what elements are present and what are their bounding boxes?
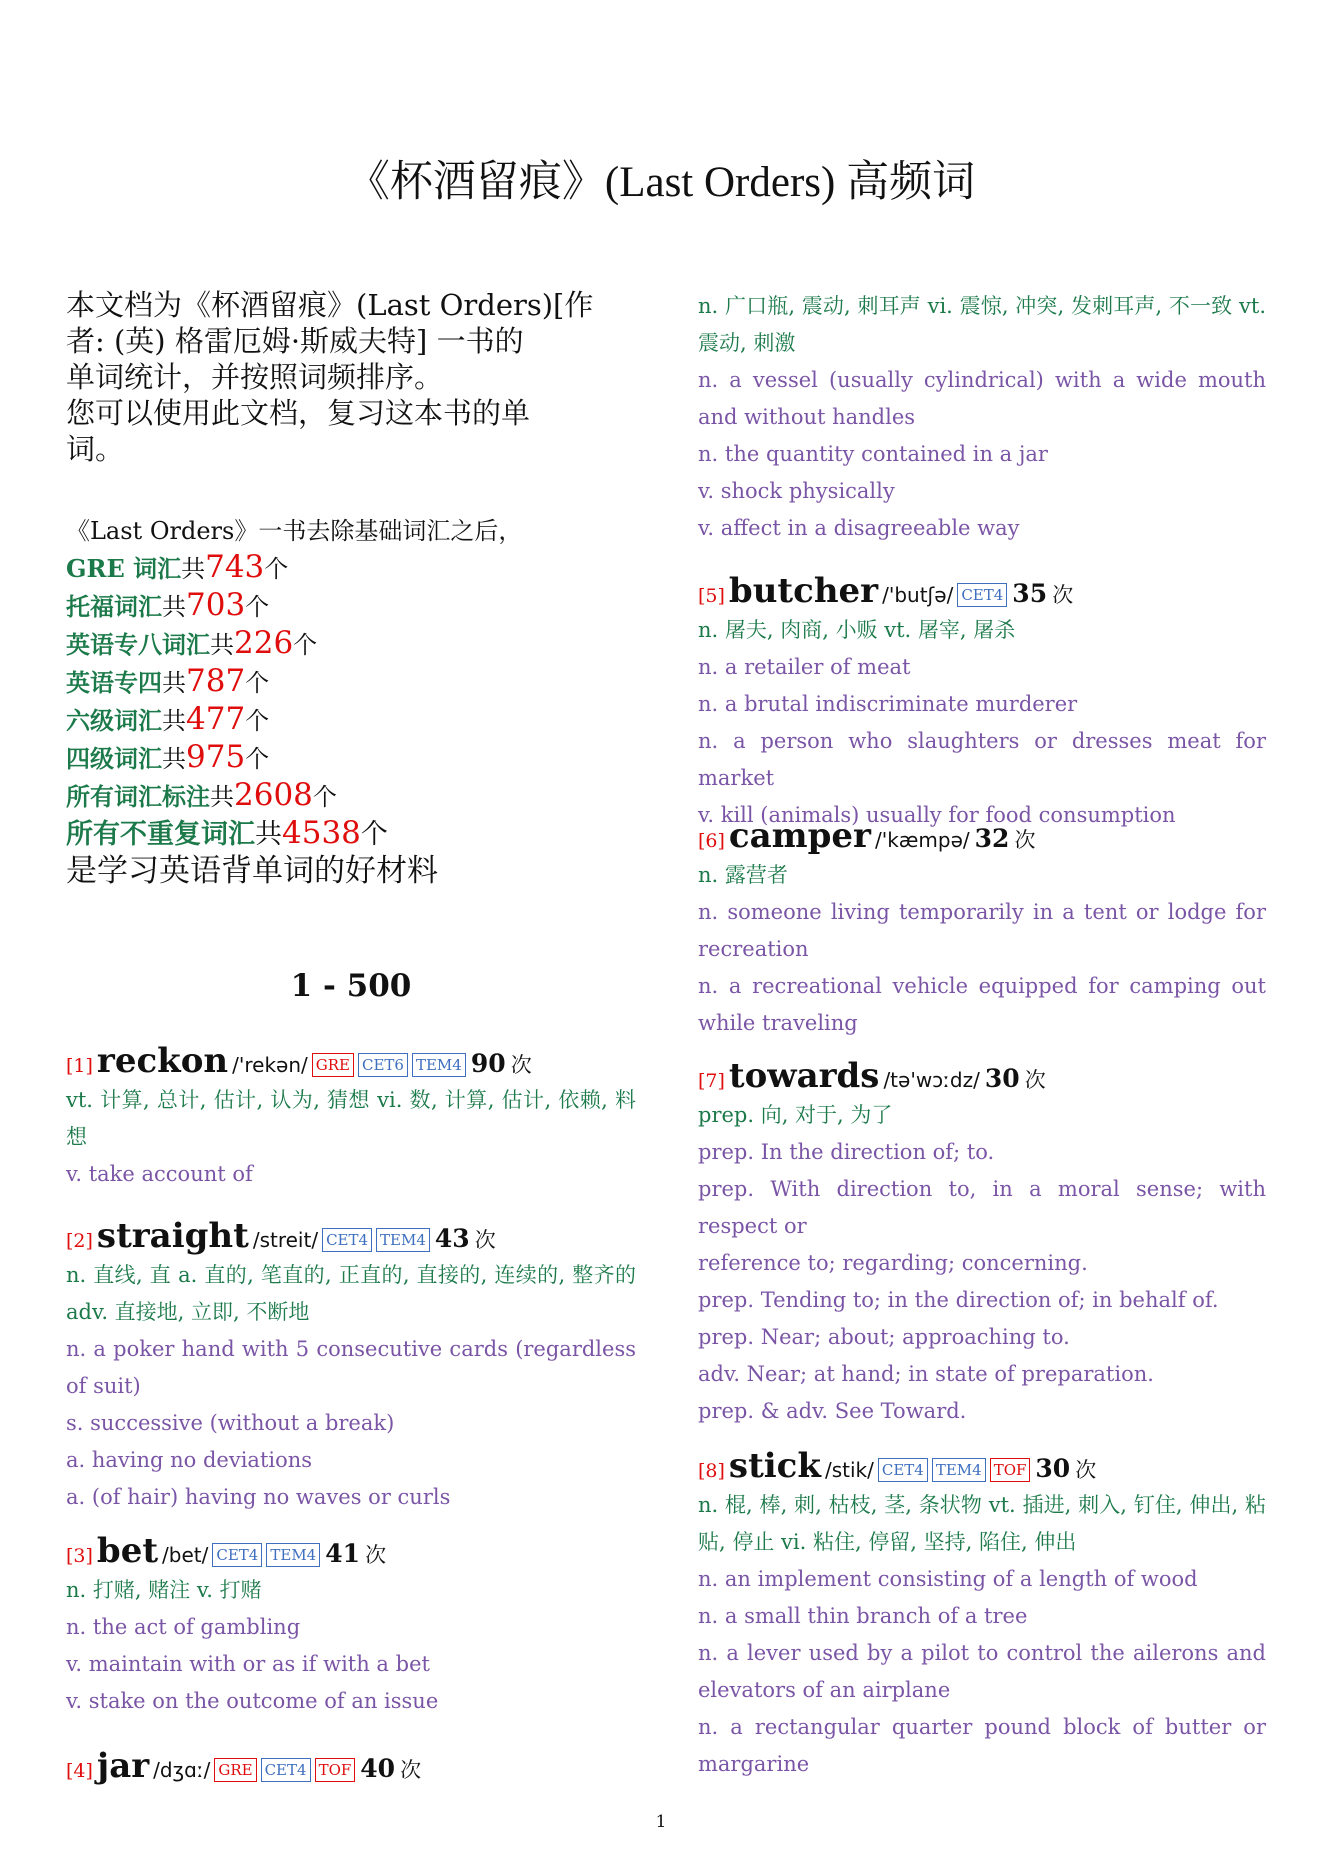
- definition: v. affect in a disagreeable way: [698, 516, 1020, 540]
- intro-paragraph: [66, 287, 636, 467]
- stat-mid: 共: [162, 707, 186, 735]
- stat-count: 703: [186, 587, 246, 623]
- intro-line: 本文档为《杯酒留痕》(Last Orders)[作: [66, 288, 594, 322]
- headword: stick: [728, 1446, 821, 1486]
- definition: n. a small thin branch of a tree: [698, 1604, 1028, 1628]
- definition: n. a lever used by a pilot to control the ailerons and elevators of an airplane: [698, 1641, 1266, 1702]
- definition: n. someone living temporarily in a tent or lodge for recreation: [698, 900, 1266, 961]
- definition: prep. With direction to, in a moral sense; with respect or: [698, 1177, 1266, 1238]
- exam-tag: GRE: [214, 1758, 256, 1782]
- entry-head: [698, 1055, 1266, 1097]
- word-entry-continued: [698, 288, 1266, 547]
- stat-list: [66, 549, 636, 853]
- frequency-suffix: 次: [400, 1758, 422, 1782]
- stat-line: [66, 587, 636, 625]
- phonetic: /streit/: [252, 1228, 319, 1252]
- headword: jar: [96, 1746, 150, 1786]
- stat-mid: 共: [210, 783, 234, 811]
- stat-count: 2608: [234, 777, 313, 813]
- definition: reference to; regarding; concerning.: [698, 1251, 1088, 1275]
- definition: a. having no deviations: [66, 1448, 313, 1472]
- exam-tag: CET6: [358, 1053, 408, 1077]
- intro-line: 单词统计，并按照词频排序。: [66, 360, 444, 394]
- exam-tag: TEM4: [932, 1458, 986, 1482]
- word-entry: [698, 570, 1266, 834]
- headword: straight: [96, 1216, 249, 1256]
- exam-tag: TOF: [315, 1758, 356, 1782]
- headword: camper: [728, 816, 871, 856]
- stat-mid: 共: [162, 745, 186, 773]
- exam-tag: GRE: [312, 1053, 354, 1077]
- entry-index: [2]: [66, 1230, 93, 1252]
- phonetic: /dʒɑː/: [153, 1758, 211, 1782]
- word-entry: [698, 1055, 1266, 1430]
- definition: n. a vessel (usually cylindrical) with a wide mouth and without handles: [698, 368, 1266, 429]
- frequency: 43: [434, 1224, 470, 1253]
- stat-label: 所有词汇标注: [66, 782, 210, 811]
- entry-head: [66, 1040, 636, 1082]
- phonetic: /'kæmpə/: [874, 828, 970, 852]
- entry-index: [7]: [698, 1070, 725, 1092]
- range-heading: 1 - 500: [290, 968, 412, 1004]
- stat-line: [66, 549, 636, 587]
- stat-line: [66, 625, 636, 663]
- intro-line: 您可以使用此文档，复习这本书的单: [66, 396, 531, 430]
- stats-closing: 是学习英语背单词的好材料: [66, 853, 438, 889]
- word-entry: [698, 1445, 1266, 1783]
- exam-tag: TEM4: [376, 1228, 430, 1252]
- stat-unit: 个: [293, 631, 318, 659]
- stat-mid: 共: [181, 555, 206, 583]
- frequency: 90: [470, 1049, 506, 1078]
- stat-line: [66, 663, 636, 701]
- stat-count: 226: [234, 625, 294, 661]
- stat-unit: 个: [245, 593, 270, 621]
- stat-unit: 个: [312, 783, 337, 811]
- definition: v. shock physically: [698, 479, 895, 503]
- stat-unit: 个: [245, 669, 270, 697]
- entry-head: [66, 1215, 636, 1257]
- definition: n. the act of gambling: [66, 1615, 301, 1639]
- stat-mid: 共: [162, 593, 186, 621]
- definition: prep. & adv. See Toward.: [698, 1399, 967, 1423]
- definition: v. take account of: [66, 1162, 253, 1186]
- phonetic: /stik/: [824, 1458, 874, 1482]
- definition: prep. In the direction of; to.: [698, 1140, 995, 1164]
- definition: n. a poker hand with 5 consecutive cards (regardless of suit): [66, 1337, 636, 1398]
- stat-label: 六级词汇: [66, 706, 162, 735]
- stat-line: [66, 815, 636, 853]
- stat-line: [66, 739, 636, 777]
- stat-line: [66, 701, 636, 739]
- stats-intro: 《Last Orders》一书去除基础词汇之后，: [66, 517, 523, 545]
- definition: v. kill (animals) usually for food consumption: [698, 803, 1176, 827]
- exam-tag: TEM4: [266, 1543, 320, 1567]
- entry-head: [66, 1745, 636, 1787]
- stat-mid: 共: [255, 819, 282, 850]
- stat-line: [66, 777, 636, 815]
- frequency: 30: [1035, 1454, 1071, 1483]
- intro-line: 者: (英) 格雷厄姆·斯威夫特] 一书的: [66, 324, 524, 358]
- definition: n. 露营者: [698, 863, 788, 887]
- word-entry: [66, 1745, 636, 1787]
- frequency: 30: [984, 1064, 1020, 1093]
- definition: vt. 计算, 总计, 估计, 认为, 猜想 vi. 数, 计算, 估计, 依赖, 料想: [66, 1088, 636, 1149]
- definition: n. an implement consisting of a length of wood: [698, 1567, 1198, 1591]
- stat-label: 四级词汇: [66, 744, 162, 773]
- headword: towards: [728, 1056, 880, 1096]
- headword: bet: [96, 1531, 159, 1571]
- definition: n. 屠夫, 肉商, 小贩 vt. 屠宰, 屠杀: [698, 618, 1016, 642]
- definition: n. 打赌, 赌注 v. 打赌: [66, 1578, 262, 1602]
- definition: v. maintain with or as if with a bet: [66, 1652, 430, 1676]
- headword: reckon: [96, 1041, 229, 1081]
- document-title: 《杯酒留痕》(Last Orders) 高频词: [346, 159, 976, 206]
- definition: prep. Near; about; approaching to.: [698, 1325, 1070, 1349]
- definition: n. the quantity contained in a jar: [698, 442, 1048, 466]
- definition: n. a brutal indiscriminate murderer: [698, 692, 1078, 716]
- stat-count: 4538: [282, 815, 361, 851]
- frequency-suffix: 次: [365, 1543, 387, 1567]
- definition: n. a rectangular quarter pound block of butter or margarine: [698, 1715, 1266, 1776]
- entry-head: [698, 815, 1266, 857]
- entry-index: [6]: [698, 830, 725, 852]
- definition: v. stake on the outcome of an issue: [66, 1689, 439, 1713]
- phonetic: /bet/: [162, 1543, 209, 1567]
- stat-unit: 个: [245, 745, 270, 773]
- word-entry: [66, 1530, 636, 1720]
- exam-tag: TEM4: [412, 1053, 466, 1077]
- entry-head: [66, 1530, 636, 1572]
- frequency-suffix: 次: [1052, 583, 1074, 607]
- entry-index: [5]: [698, 585, 725, 607]
- definition: n. a person who slaughters or dresses meat for market: [698, 729, 1266, 790]
- phonetic: /'butʃə/: [882, 583, 954, 607]
- definition: n. 棍, 棒, 刺, 枯枝, 茎, 条状物 vt. 插进, 刺入, 钉住, 伸出, 粘贴, 停止 vi. 粘住, 停留, 坚持, 陷住, 伸出: [698, 1493, 1266, 1554]
- frequency-suffix: 次: [1075, 1458, 1097, 1482]
- frequency-suffix: 次: [474, 1228, 496, 1252]
- intro-line: 词。: [66, 432, 125, 466]
- stat-unit: 个: [264, 555, 289, 583]
- definition: prep. 向, 对于, 为了: [698, 1103, 893, 1127]
- stat-count: 743: [205, 549, 265, 585]
- exam-tag: CET4: [212, 1543, 262, 1567]
- entry-head: [698, 570, 1266, 612]
- word-entry: [66, 1215, 636, 1516]
- stat-label: 英语专八词汇: [66, 630, 210, 659]
- definition: adv. Near; at hand; in state of preparation.: [698, 1362, 1154, 1386]
- stat-count: 975: [186, 739, 246, 775]
- definition: n. a recreational vehicle equipped for camping out while traveling: [698, 974, 1266, 1035]
- word-entry: [66, 1040, 636, 1193]
- frequency-suffix: 次: [510, 1053, 532, 1077]
- phonetic: /tə'wɔːdz/: [883, 1068, 980, 1092]
- exam-tag: TOF: [990, 1458, 1031, 1482]
- definition: s. successive (without a break): [66, 1411, 395, 1435]
- definition: n. 广口瓶, 震动, 刺耳声 vi. 震惊, 冲突, 发刺耳声, 不一致 vt. 震动, 刺激: [698, 294, 1266, 355]
- definition: a. (of hair) having no waves or curls: [66, 1485, 451, 1509]
- stat-unit: 个: [360, 819, 388, 850]
- stat-unit: 个: [245, 707, 270, 735]
- frequency-suffix: 次: [1024, 1068, 1046, 1092]
- frequency: 41: [325, 1539, 361, 1568]
- phonetic: /'rekən/: [232, 1053, 308, 1077]
- definition: n. 直线, 直 a. 直的, 笔直的, 正直的, 直接的, 连续的, 整齐的 adv. 直接地, 立即, 不断地: [66, 1263, 636, 1324]
- stat-mid: 共: [210, 631, 234, 659]
- frequency: 40: [360, 1754, 396, 1783]
- page-number: 1: [655, 1812, 667, 1832]
- word-entry: [698, 815, 1266, 1042]
- stat-count: 787: [186, 663, 246, 699]
- vocabulary-stats: [66, 513, 636, 889]
- stat-label: 英语专四: [66, 668, 162, 697]
- stat-label: 托福词汇: [66, 592, 162, 621]
- stat-mid: 共: [162, 669, 186, 697]
- entry-index: [3]: [66, 1545, 93, 1567]
- exam-tag: CET4: [878, 1458, 928, 1482]
- stat-label: 所有不重复词汇: [66, 819, 255, 850]
- entry-index: [1]: [66, 1055, 93, 1077]
- exam-tag: CET4: [322, 1228, 372, 1252]
- stat-label: GRE 词汇: [66, 554, 182, 583]
- exam-tag: CET4: [957, 583, 1007, 607]
- headword: butcher: [728, 571, 879, 611]
- entry-head: [698, 1445, 1266, 1487]
- definition: n. a retailer of meat: [698, 655, 911, 679]
- frequency-suffix: 次: [1014, 828, 1036, 852]
- stat-count: 477: [186, 701, 246, 737]
- entry-index: [4]: [66, 1760, 93, 1782]
- frequency: 35: [1012, 579, 1048, 608]
- exam-tag: CET4: [261, 1758, 311, 1782]
- definition: prep. Tending to; in the direction of; in behalf of.: [698, 1288, 1219, 1312]
- frequency: 32: [974, 824, 1010, 853]
- entry-index: [8]: [698, 1460, 725, 1482]
